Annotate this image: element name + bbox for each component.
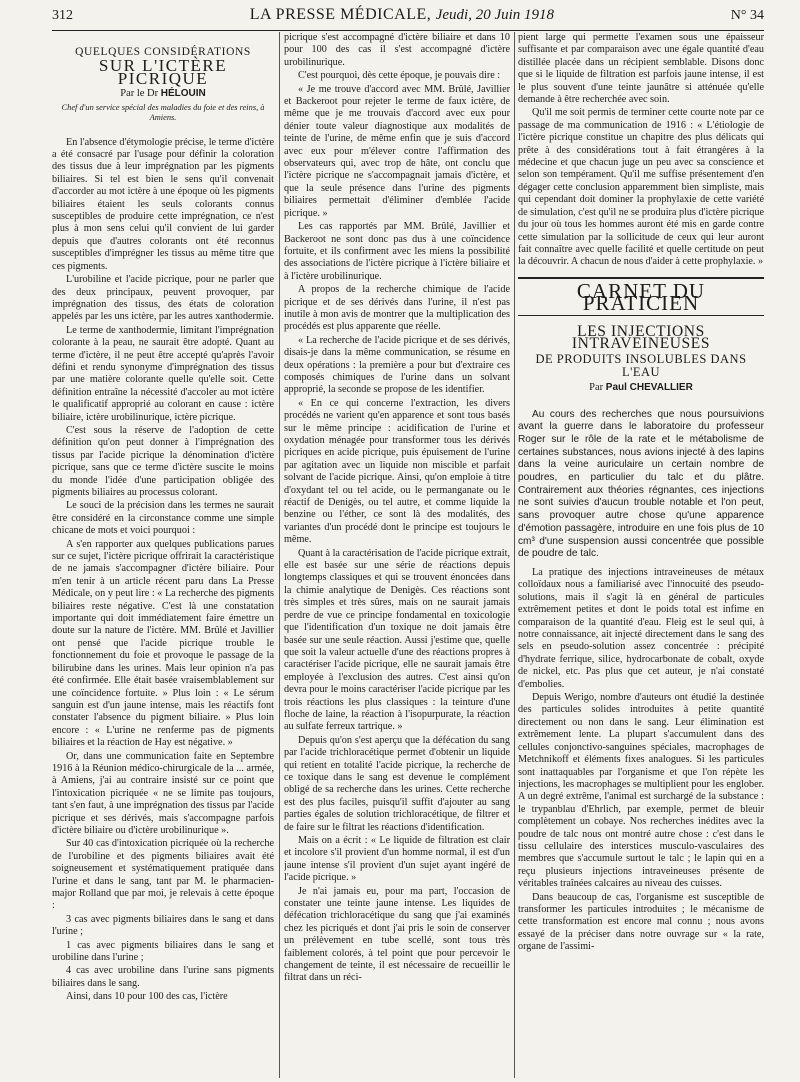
paragraph: « La recherche de l'acide picrique et de ses dérivés, disais-je dans la même communication, se résume en deux opérations : la première a pour but d'extraire ces composés chimiques de l'urine dans un solvant approprié, la seconde se propose de les identifier. — [284, 334, 510, 396]
journal-name: LA PRESSE MÉDICALE, — [249, 6, 432, 23]
paragraph: La pratique des injections intraveineuses de métaux colloïdaux nous a familiarisé avec l'innocuité des pseudo-solutions, mais il s'agit là en général de particules extrêmement petites et dont le poids total est infime en comparaison de la quantité d'eau. Fleig est le seul qui, à notre connaissance, ait injecté directement dans le sang des sels en pseudo-solution assez concentrée : précipité d'hydrate ferrique, silice, hydrocarbonate de cobalt, oxyde de nickel, etc. Pas plus que cet auteur, je n'ai constaté d'embolies. — [518, 567, 764, 690]
paragraph: A propos de la recherche chimique de l'acide picrique et de ses dérivés dans l'urine, il n'est pas inutile à mon avis de montrer que la multiplication des procédés est plus apparente que réelle. — [284, 284, 510, 333]
paragraph: C'est sous la réserve de l'adoption de cette définition qu'on peut donner à l'imprégnation des tissus par l'acide picrique la dénomination d'ictère picrique, sans que ce terme d'ictère suscite le moins du monde l'idée d'une participation obligée des pigments biliaires au processus colorant. — [52, 424, 274, 498]
paragraph: Depuis Werigo, nombre d'auteurs ont étudié la destinée des particules solides introduites à petite quantité directement ou non dans le sang. Leur élimination est extrêmement lente. La plupart s'accumulent dans des cellules conjonctivo-sanguines spéciales, macrophages de Metchnikoff et éléments fixes analogues. Si les particules sont inattaquables par l'organisme et que l'on répète les injections, les macrophages se multiplient pour les englober. A un degré extrême, l'animal est surchargé de la substance : le trypanblau d'Ehrlich, par exemple, permet de bleuir complètement un cobaye. Nos recherches inédites avec la poudre de talc nous ont montré autre chose : c'est dans le tissu cellulaire des interstices musculo-vasculaires des membres que s'accumule surtout le talc ; le lapin qui en a reçu plusieurs injections intraveineuses présente de véritables traînées calcaires au niveau des cuisses. — [518, 692, 764, 890]
paragraph: « En ce qui concerne l'extraction, les divers procédés ne varient qu'en apparence et sont tous basés sur le même principe : acidification de l'urine et oxydation ménagée pour transformer tous les dérivés picriques en acide picrique, puis épuisement de l'urine par agitation avec un liquide non miscible et parfait solvant de l'acide picrique. Ainsi, qu'on emploie à titre d'oxydant tel ou tel acide, ou le permanganate ou le réactif de Denigès, ou tel autre, et comme liquide la benzine ou l'éther, ce sont là des modalités, des variantes d'un procédé dont le principe est toujours le même. — [284, 397, 510, 546]
paragraph: Depuis qu'on s'est aperçu que la défécation du sang par l'acide trichloracétique permet d'obtenir un liquide qui retient en totalité l'acide picrique, la recherche de ce toxique dans le sang est devenue le complément obligé de sa recherche dans les urines. Cette recherche est des plus faciles, puisqu'il suffit d'ajouter au sang parties égales de solution trichloracétique, de filtrer et de faire sur le filtrat les réactions d'identification. — [284, 734, 510, 833]
paragraph: 1 cas avec pigments biliaires dans le sang et urobiline dans l'urine ; — [52, 939, 274, 964]
masthead — [250, 6, 554, 24]
column-rule — [279, 32, 280, 1078]
paragraph: Qu'il me soit permis de terminer cette courte note par ce passage de ma communication de 1916 : « L'étiologie de l'ictère picrique constitue un chapitre des plus délicats qui prête à des considérations tout à fait étrangères à la médecine et que chacun juge un peu avec sa conscience et selon son tempérament. Qu'il me suffise présentement d'en dégager cette conclusion apparemment bien simpliste, mais qui cependant doit dominer la prophylaxie de cette variété de simulation, c'est qu'il ne se produira plus d'ictère picrique du jour où tous les hommes auront été mis en garde contre cette simulation par la sollicitude de ceux qui leur auront fait connaître avec quelle facilité et quelle certitude on peut la découvrir. A chacun de nous d'aider à cette prophylaxie. » — [518, 107, 764, 268]
paragraph: 3 cas avec pigments biliaires dans le sang et dans l'urine ; — [52, 913, 274, 938]
paragraph: Dans beaucoup de cas, l'organisme est susceptible de transformer les particules introduites ; le mécanisme de cette transformation est encore mal connu ; nous avons essayé de la préciser dans notre ouvrage sur « la rate, organe de l'assimi- — [518, 891, 764, 953]
paragraph: Je n'ai jamais eu, pour ma part, l'occasion de constater une teinte jaune intense. Les liquides de défécation trichloracétique du sang que j'ai examinés chez les picriqués et dont j'ai pris le soin de conserver un prélèvement en tube scellé, sont tous très faiblement colorés, à tel point que pour percevoir le changement de teinte, il est nécessaire de recueillir le filtrat dans un réci- — [284, 885, 510, 984]
paragraph: L'urobiline et l'acide picrique, pour ne parler que des deux principaux, peuvent provoquer, par imprégnation des tissus, des états de coloration appelés par les uns ictère, par les autres xanthodermie. — [52, 274, 274, 323]
paragraph: « Je me trouve d'accord avec MM. Brûlé, Javillier et Backeroot pour rejeter le terme de faux ictère, de même que je me trouvais d'accord avec eux pour dénier toute valeur diagnostique aux modalités de teinte de l'urine, de même enfin que je suis d'accord avec eux pour m'élever contre l'affirmation des observateurs qui, avec trop de hâte, ont conclu que l'ictère picrique ne s'accompagnait jamais d'ictère, et que la seule présence dans l'urine des pigments biliaires permettait d'éliminer d'emblée l'acide picrique. » — [284, 83, 510, 219]
running-header — [52, 6, 764, 31]
paragraph: Or, dans une communication faite en Septembre 1916 à la Réunion médico-chirurgicale de la ... armée, à Amiens, j'ai au contraire insisté sur ce point que l'intoxication picriquée « ne se limite pas toujours, tant s'en faut, à une imprégnation des tissus par l'acide picrique et ses dérivés, mais s'accompagne parfois d'ictère biliaire ou d'ictère urobilinurique ». — [52, 750, 274, 836]
paragraph: Quant à la caractérisation de l'acide picrique extrait, elle est basée sur une série de réactions depuis longtemps classiques et qui se trouvent énoncées dans la chimie analytique de Denigès. Ces réactions sont très simples et très sûres, mais on ne saurait jamais perdre de vue ce principe fondamental en toxicologie que l'identification d'un toxique ne doit jamais être basée sur une seule réaction. Aussi j'estime que, quelle que soit la valeur actuelle d'une des réactions propres à caractériser l'acide picrique, elle ne saurait jamais être employée à l'exclusion des autres. C'est ainsi qu'on devra pour le moins caractériser l'acide picrique par les trois réactions les plus classiques : la teinture d'une floche de laine, la réaction à l'isopurpurate, la réaction au sulfate ferreux tartrique. » — [284, 547, 510, 733]
paragraph: Mais on a écrit : « Le liquide de filtration est clair et incolore s'il provient d'un homme normal, il est d'un jaune intense s'il provient d'un sujet ayant ingéré de l'acide picrique. » — [284, 835, 510, 884]
paragraph: Le souci de la précision dans les termes ne saurait être considéré en la circonstance comme une simple chicane de mots et voici pourquoi : — [52, 500, 274, 537]
section-heading: CARNET DU PRATICIEN — [518, 277, 764, 316]
column-1 — [52, 32, 274, 1078]
article2-lead — [518, 409, 764, 561]
byline-prefix: Par le Dr — [120, 88, 159, 100]
column-rule — [514, 32, 515, 1078]
paragraph: pient large qui permette l'examen sous une épaisseur suffisante et par comparaison avec une égale quantité d'eau distillée placée dans un récipient semblable. Disons donc que si le liquide de filtration est parfois jaune intense, il est le plus souvent d'une teinte jaunâtre si atténuée qu'elle demande à être recherchée avec soin. — [518, 32, 764, 106]
paragraph: 4 cas avec urobiline dans l'urine sans pigments biliaires dans le sang. — [52, 965, 274, 989]
article2-title: LES INJECTIONS INTRAVEINEUSES — [571, 322, 711, 352]
page-number: 312 — [52, 8, 73, 23]
paragraph: picrique s'est accompagné d'ictère biliaire et dans 10 pour 100 des cas il s'est accompagné d'ictère urobilinurique. — [284, 32, 510, 68]
author-name: Paul CHEVALLIER — [605, 382, 693, 394]
paragraph: Le terme de xanthodermie, limitant l'imprégnation colorante à la peau, ne saurait être adopté. Quant au terme d'ictère, il ne peut être accepté qu'après l'avoir défini et rendu synonyme d'imprégnation des tissus par une matière colorante quelle qu'elle soit. Cette définition entraîne la nécessité d'accoler au mot ictère le qualificatif approprié au colorant en cause : ictère biliaire, ictère urobilinurique, ictère picrique. — [52, 324, 274, 423]
article1-body — [52, 137, 274, 1004]
author-affiliation: Chef d'un service spécial des maladies du foie et des reins, à Amiens. — [61, 102, 265, 122]
byline-prefix: Par — [589, 382, 604, 394]
article1-byline — [52, 88, 274, 100]
paragraph: Ainsi, dans 10 pour 100 des cas, l'ictère — [66, 991, 228, 1003]
author-name: HÉLOUIN — [160, 88, 206, 100]
article2-subtitle: DE PRODUITS INSOLUBLES DANS L'EAU — [535, 352, 747, 379]
paragraph: En l'absence d'étymologie précise, le terme d'ictère a été consacré par l'usage pour définir la coloration des tissus due à leur imprégnation par les pigments biliaires. Si tel est bien le sens qu'il convenait d'accorder au mot ictère à une époque où les pigments biliaires étaient les seuls colorants connus susceptibles de produire cette imprégnation, ce n'est plus à mon sens celui qu'il convient de lui garder depuis que d'autres colorants ont été reconnus susceptibles d'imprégner les tissus au même titre que ces pigments. — [52, 136, 274, 272]
paragraph: Les cas rapportés par MM. Brûlé, Javillier et Backeroot ne sont donc pas dus à une coïncidence fortuite, et ils confirment avec les miens la possibilité des associations de l'ictère picrique à l'ictère biliaire et à l'ictère urobilinurique. — [284, 221, 510, 282]
column-2 — [284, 32, 510, 1078]
paragraph: A s'en rapporter aux quelques publications parues sur ce sujet, l'ictère picrique offrirait la caractéristique de ne jamais s'accompagner d'ictère biliaire. Pour m'en tenir à un article récent paru dans La Presse Médicale, on y peut lire : « La recherche des pigments biliaires reste négative. C'est là une constatation importante qui doit immédiatement faire émettre un doute sur la nature de l'ictère. MM. Brûlé et Javillier ont pensé que l'acide picrique trouble le fonctionnement du foie et provoque le passage de la bilirubine dans les urines. Mais leur opinion n'a pas été confirmée. Elle était basée vraisemblablement sur une coïncidence fortuite. » Plus loin : « Le sérum sanguin est d'un jaune intense, mais les réactifs font constater l'absence du pigment biliaire. » Plus loin encore : « L'urine ne renferme pas de pigments biliaires et la réaction de Hay est négative. » — [52, 538, 274, 749]
issue-number: N° 34 — [730, 8, 764, 23]
lead-paragraph: Au cours des recherches que nous poursuivions avant la guerre dans le laboratoire du professeur Roger sur le rôle de la rate et le métabolisme de certaines substances, nous avions injecté à des lapins dans la veine auriculaire un certain nombre de poudres, en particulier du talc et du plâtre. Contrairement aux théories régnantes, ces injections ne sont suivies d'aucun trouble notable et l'on peut, sans provoquer autre chose qu'une apparence d'émotion passagère, introduire en une fois plus de 10 cm³ d'une suspension aussi concentrée que possible de poudre de talc. — [518, 408, 764, 560]
paragraph: Sur 40 cas d'intoxication picriquée où la recherche de l'urobiline et des pigments biliaires avait été soigneusement et systématiquement pratiquée dans l'urine et dans le sang, tant par M. le pharmacien-major Rolland que par moi, je relevais à cette époque : — [52, 838, 274, 912]
column-3 — [518, 32, 764, 1078]
article1-title-small: QUELQUES CONSIDÉRATIONS — [75, 46, 251, 58]
paragraph: C'est pourquoi, dès cette époque, je pouvais dire : — [298, 70, 501, 82]
issue-date: Jeudi, 20 Juin 1918 — [435, 7, 555, 23]
article2-byline — [518, 382, 764, 394]
article1-title: SUR L'ICTÈRE PICRIQUE — [98, 56, 228, 88]
